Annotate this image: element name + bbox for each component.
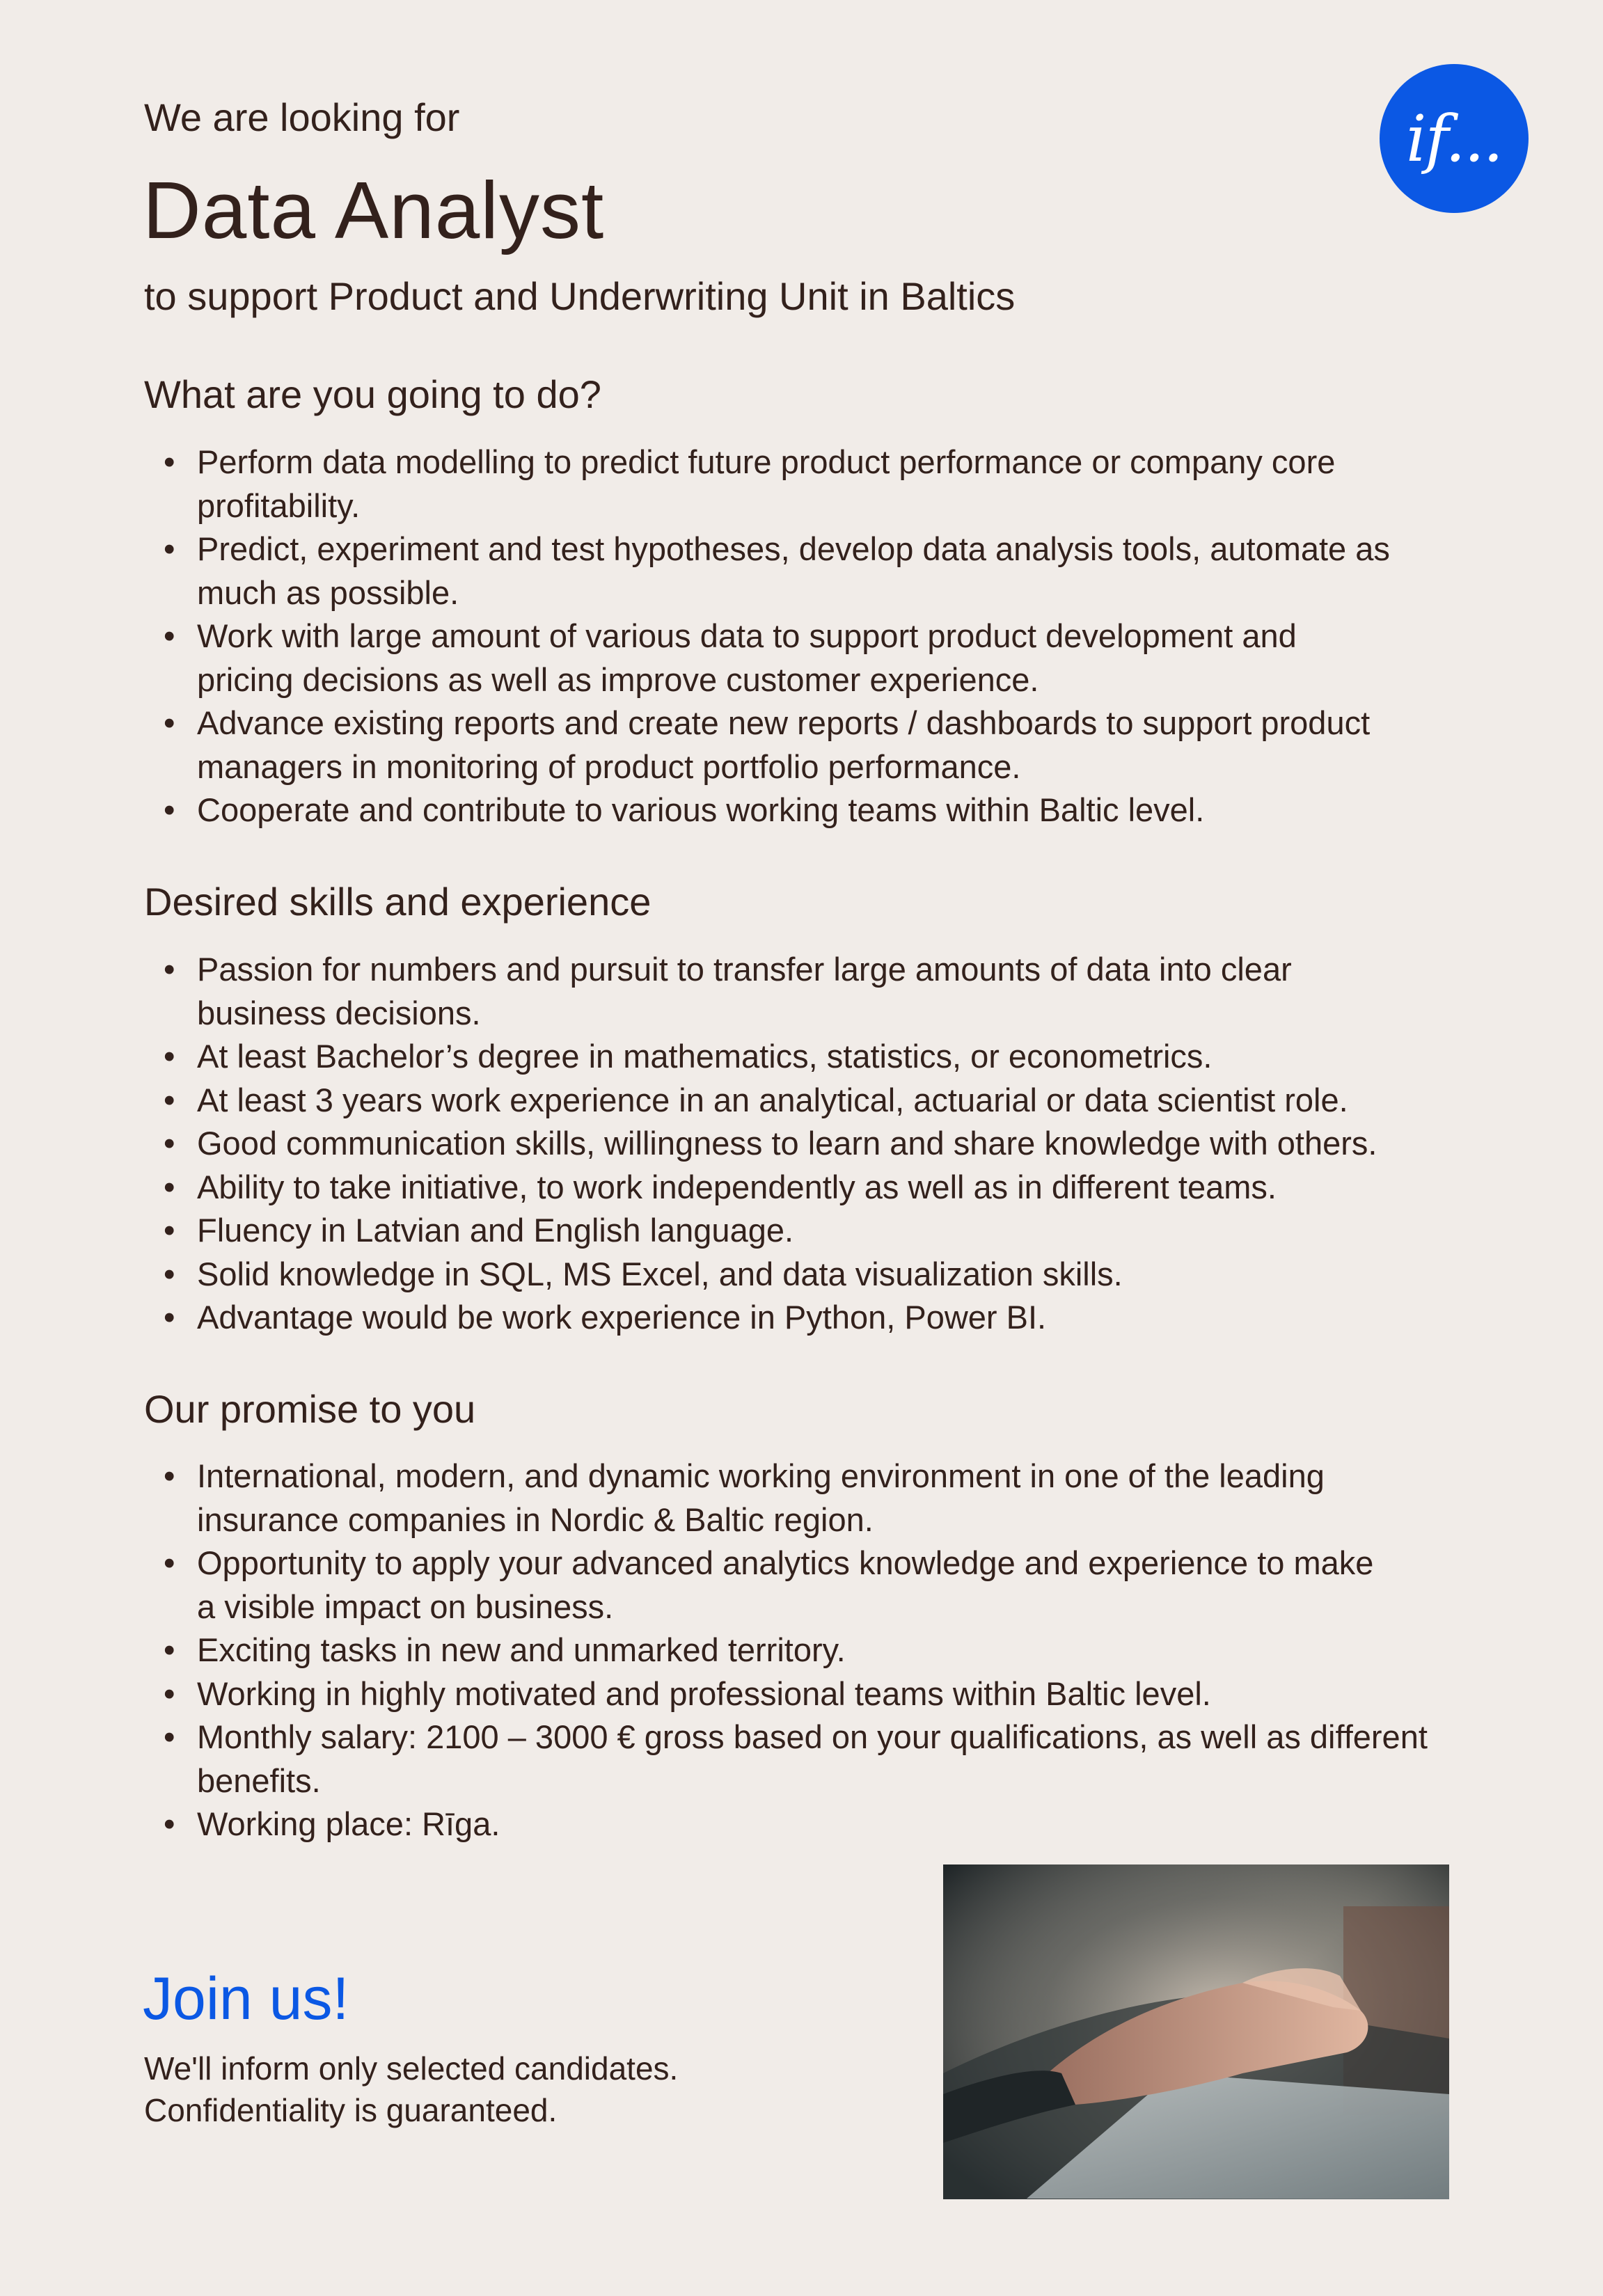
list-item [144, 1716, 1467, 1803]
list-item [144, 789, 1467, 832]
section-title-promise: Our promise to you [144, 1387, 476, 1431]
list-item-line: a visible impact on business. [197, 1588, 614, 1625]
list-item-line: Fluency in Latvian and English language. [197, 1212, 794, 1249]
bullet-icon: • [164, 1718, 175, 1755]
typing-hands-photo [943, 1864, 1449, 2199]
bullet-icon: • [164, 1212, 175, 1249]
list-item-line: business decisions. [197, 994, 481, 1031]
list-item-line: Advance existing reports and create new reports / dashboards to support product [197, 704, 1371, 741]
bullet-icon: • [164, 704, 175, 741]
list-item [144, 1803, 1467, 1846]
bullet-icon: • [164, 1544, 175, 1581]
typing-hands-illustration [943, 1864, 1449, 2199]
bullet-icon: • [164, 1631, 175, 1668]
list-item-line: much as possible. [197, 573, 459, 611]
bullet-icon: • [164, 1675, 175, 1712]
list-item-line: Exciting tasks in new and unmarked territory. [197, 1631, 846, 1668]
selection-note: We'll inform only selected candidates. [144, 2050, 679, 2087]
bullet-icon: • [164, 530, 175, 567]
bullet-icon: • [164, 443, 175, 480]
bullet-icon: • [164, 1081, 175, 1118]
list-item-line: Cooperate and contribute to various working teams within Baltic level. [197, 791, 1205, 828]
list-item [144, 1253, 1467, 1297]
list-item [144, 441, 1467, 528]
list-item-line: Solid knowledge in SQL, MS Excel, and data visualization skills. [197, 1255, 1123, 1292]
confidentiality-note: Confidentiality is guaranteed. [144, 2092, 558, 2128]
list-item-line: Ability to take initiative, to work independently as well as in different teams. [197, 1168, 1277, 1205]
bullet-icon: • [164, 791, 175, 828]
bullet-icon: • [164, 1299, 175, 1336]
list-item-line: profitability. [197, 486, 361, 524]
list-item-line: International, modern, and dynamic working environment in one of the leading [197, 1457, 1325, 1494]
list-item-line: Opportunity to apply your advanced analytics knowledge and experience to make [197, 1544, 1374, 1581]
list-item-line: benefits. [197, 1761, 321, 1799]
if-logo [1380, 64, 1529, 213]
duties-list [144, 441, 1467, 832]
list-item-line: pricing decisions as well as improve customer experience. [197, 660, 1039, 698]
list-item-line: Predict, experiment and test hypotheses, develop data analysis tools, automate as [197, 530, 1390, 567]
list-item-line: insurance companies in Nordic & Baltic region. [197, 1501, 874, 1538]
section-title-duties: What are you going to do? [144, 372, 601, 416]
bullet-icon: • [164, 1805, 175, 1842]
bullet-icon: • [164, 951, 175, 988]
list-item-line: Perform data modelling to predict future product performance or company core [197, 443, 1336, 480]
list-item [144, 1079, 1467, 1123]
list-item [144, 1166, 1467, 1210]
list-item [144, 1542, 1467, 1629]
intro-text: We are looking for [144, 95, 460, 139]
list-item-line: Advantage would be work experience in Python, Power BI. [197, 1299, 1047, 1336]
list-item-line: Working place: Rīga. [197, 1805, 500, 1842]
list-item [144, 1035, 1467, 1079]
promise-list [144, 1455, 1467, 1846]
list-item-line: managers in monitoring of product portfolio performance. [197, 747, 1021, 785]
list-item-line: Good communication skills, willingness to learn and share knowledge with others. [197, 1125, 1377, 1162]
list-item [144, 1296, 1467, 1340]
list-item [144, 528, 1467, 615]
list-item-line: Work with large amount of various data to support product development and [197, 617, 1297, 654]
list-item [144, 1672, 1467, 1716]
job-subtitle: to support Product and Underwriting Unit in Baltics [144, 274, 1016, 318]
list-item [144, 615, 1467, 702]
list-item [144, 948, 1467, 1035]
list-item-line: Monthly salary: 2100 – 3000 € gross based on your qualifications, as well as different [197, 1718, 1428, 1755]
list-item-line: Working in highly motivated and professional teams within Baltic level. [197, 1675, 1211, 1712]
list-item-line: At least 3 years work experience in an analytical, actuarial or data scientist role. [197, 1081, 1348, 1118]
job-title: Data Analyst [143, 165, 605, 255]
bullet-icon: • [164, 1125, 175, 1162]
bullet-icon: • [164, 1038, 175, 1075]
list-item [144, 702, 1467, 789]
list-item [144, 1455, 1467, 1542]
logo-text: if... [1406, 101, 1502, 176]
list-item [144, 1209, 1467, 1253]
list-item-line: At least Bachelor’s degree in mathematics, statistics, or econometrics. [197, 1038, 1213, 1075]
bullet-icon: • [164, 617, 175, 654]
bullet-icon: • [164, 1168, 175, 1205]
bullet-icon: • [164, 1457, 175, 1494]
bullet-icon: • [164, 1255, 175, 1292]
join-us-heading: Join us! [143, 1965, 349, 2032]
list-item [144, 1122, 1467, 1166]
list-item [144, 1629, 1467, 1672]
section-title-skills: Desired skills and experience [144, 880, 652, 924]
skills-list [144, 948, 1467, 1340]
list-item-line: Passion for numbers and pursuit to transfer large amounts of data into clear [197, 951, 1292, 988]
